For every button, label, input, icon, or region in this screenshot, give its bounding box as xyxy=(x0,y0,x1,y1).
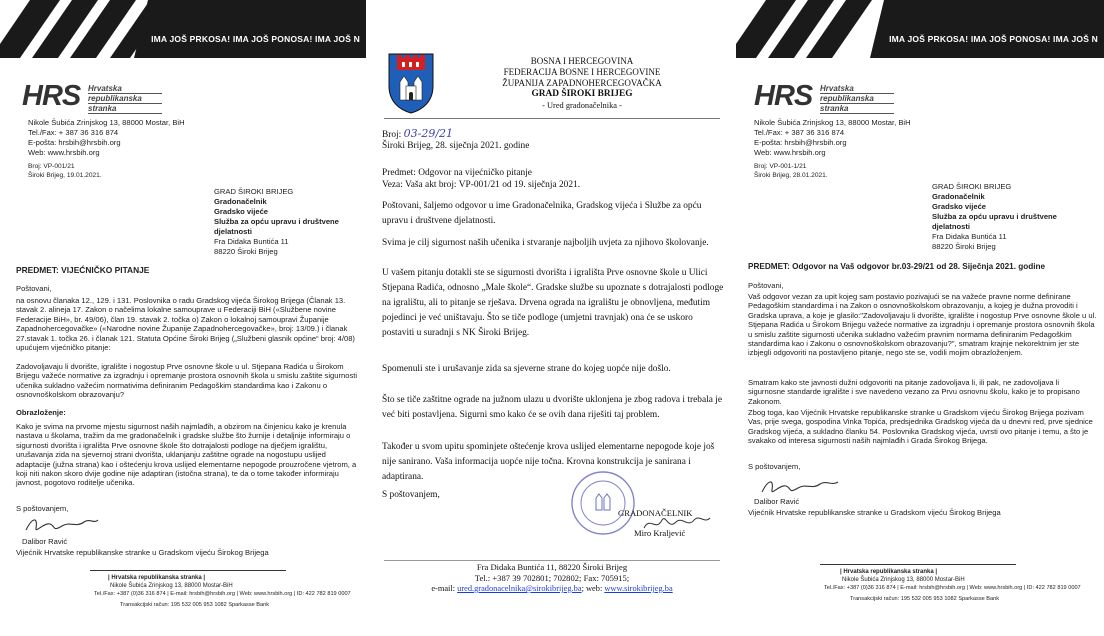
recipient-line: djelatnosti xyxy=(932,222,970,231)
recipient-line: Gradonačelnik xyxy=(214,197,267,206)
greeting: Poštovani, xyxy=(16,284,52,293)
footer-phone: Tel.: +387 39 702801; 702802; Fax: 705915; xyxy=(474,573,630,583)
footer-contacts: Tel./Fax: +387 (0)36 316 874 | E-mail: hrsbih@hrsbih.org | Web: www.hrsbih.org | ID: 422 782 819 0007 xyxy=(94,591,351,597)
header-city: GRAD ŠIROKI BRIJEG xyxy=(531,89,633,99)
recipient-line: djelatnosti xyxy=(214,227,252,236)
sender-web: Web: www.hrsbih.org xyxy=(754,148,826,157)
banner-slogan: IMA JOŠ PRKOSA! IMA JOŠ PONOSA! IMA JOŠ N xyxy=(151,34,360,44)
header-canton: ŽUPANIJA ZAPADNOHERCEGOVAČKA xyxy=(502,78,662,88)
header-office: - Ured gradonačelnika - xyxy=(542,101,622,110)
letter-hrs-question xyxy=(0,0,366,636)
letter-hrs-reply xyxy=(736,0,1104,636)
place-date: Široki Brijeg, 19.01.2021. xyxy=(28,172,102,179)
reference-number: Broj: VP-001-1/21 xyxy=(754,163,807,170)
logo-line: Hrvatska xyxy=(88,84,162,94)
city-coat-of-arms-icon xyxy=(386,52,436,114)
footer-divider xyxy=(90,570,286,571)
answer-paragraph: Spomenuli ste i urušavanje zida sa sjeverne strane do kojeg uopće nije došlo. xyxy=(382,364,671,374)
logo-initials: HRS xyxy=(22,80,81,112)
reply-paragraph: Zbog toga, kao Vijećnik Hrvatske republikanske stranke u Gradskom vijeću Širokog Brijega pozivam Vas, prije svega, gospodina Vinka Topića, predsjednika Gradskog vijeća da u dnevni red, prve sjednice Gradskog vijeća, a sukladno članku 54. Poslovnika Gradskog vijeća, uvrsti ovo pitanje i temu, a što je svakako od interesa sigurnosti naših najmlađih i Grada Širokog Brijega. xyxy=(748,408,1093,446)
recipient-line: Služba za opću upravu i društvene xyxy=(214,217,339,226)
hrs-banner xyxy=(0,0,366,58)
signer-name: Miro Kraljević xyxy=(634,528,686,538)
banner-stripes xyxy=(0,0,366,58)
hrs-logo xyxy=(754,80,934,114)
answer-paragraph: Poštovani, šaljemo odgovor u ime Gradonačelnika, Gradskog vijeća i Službe za opću upravu i društvene djelatnosti. xyxy=(382,201,702,226)
reference-link: Veza: Vaša akt broj: VP-001/21 od 19. siječnja 2021. xyxy=(382,180,581,190)
header-divider xyxy=(384,118,720,119)
answer-paragraph: U vašem pitanju dotakli ste se sigurnosti dvorišta i igrališta Prve osnovne škole u Ulici Stjepana Radića, odnosno „Male škole“. Gradske službe su upoznate s dotrajalosti podloge na igralištu, ali to pitanje se rješava. Drvena ograda na igralištu je obnovljena, međutim pojedinci je već uništavaju. Što se tiče podloge (umjetni travnjak) ona će se uskoro postaviti u suradnji s NK Široki Brijeg. xyxy=(382,268,724,338)
logo-line: republikanska xyxy=(88,94,162,104)
email-label: e-mail: xyxy=(431,584,456,593)
explanation-paragraph: Kako je svima na prvome mjestu sigurnost naših najmlađih, a obzirom na činjenicu kako je krenula nastava u školama, tražim da me gradonačelnik i gradske službe što žurnije i detaljnije informiraju o sigurnosti dvorišta i igrališta Prve osnovne škole što dotrajalosti podloge na dječjem igralištu, urušavanja zida na sjevernoj strani dvorišta, uklanjanju zaštitne ograde na nogostupu uslijed adaptacije (južna strana) kao i oštećenju krova uslijed elementarne nepogode prouzročene vjetrom, a koji niti nakon skoro dvije godine nije adaptiran (istočna strana), te da o tome također informiraju javnost, pogotovo roditelje učenika. xyxy=(16,422,357,488)
footer-address: Nikole Šubića Zrinjskog 13, 88000 Mostar-BiH xyxy=(842,577,965,583)
reply-paragraph: Smatram kako ste javnosti dužni odgovoriti na pitanje zadovoljava li, ili pak, ne zadovoljava li sigurnosne standarde igralište i sve navedeno vezano za Prvu osnovnu školu, kako je to propisano Zakonom. xyxy=(748,378,1080,406)
banner-slogan: IMA JOŠ PRKOSA! IMA JOŠ PONOSA! IMA JOŠ N xyxy=(889,34,1098,44)
signer-name: Dalibor Ravić xyxy=(22,537,68,546)
number-handwritten: 03-29/21 xyxy=(403,127,454,140)
signer-title: Vijećnik Hrvatske republikanske stranke u Gradskom vijeću Širokog Brijega xyxy=(16,548,269,557)
signer-title: GRADONAČELNIK xyxy=(618,508,693,518)
subject-heading: PREDMET: VIJEĆNIČKO PITANJE xyxy=(16,265,150,275)
recipient-line: Gradsko vijeće xyxy=(932,202,987,211)
recipient-line: 88220 Široki Brijeg xyxy=(932,242,996,251)
number-label: Broj: xyxy=(382,130,402,140)
footer-bank: Transakcijski račun: 195 532 005 953 1082 Sparkasse Bank xyxy=(120,602,270,608)
sender-street: Nikole Šubića Zrinjskog 13, 88000 Mostar, BiH xyxy=(28,118,185,127)
answer-paragraph: Svima je cilj sigurnost naših učenika i stvaranje najboljih uvjeta za njihovo školovanje. xyxy=(382,238,709,248)
recipient-line: Gradsko vijeće xyxy=(214,207,269,216)
email-link[interactable]: ured.gradonacelnika@sirokibrijeg.ba xyxy=(457,584,582,593)
greeting: Poštovani, xyxy=(748,281,784,290)
recipient-line: Služba za opću upravu i društvene xyxy=(932,212,1057,221)
sender-email: E-pošta: hrsbih@hrsbih.org xyxy=(754,138,847,147)
web-label: ; web: xyxy=(581,584,603,593)
recipient-line: GRAD ŠIROKI BRIJEG xyxy=(214,187,294,196)
footer-divider xyxy=(384,560,720,561)
banner-stripes xyxy=(736,0,1104,58)
sender-street: Nikole Šubića Zrinjskog 13, 88000 Mostar, BiH xyxy=(754,118,911,127)
place-date: Široki Brijeg, 28.01.2021. xyxy=(754,172,828,179)
footer-address: Fra Didaka Buntića 11, 88220 Široki Brijeg xyxy=(476,562,628,572)
sender-web: Web: www.hrsbih.org xyxy=(28,148,100,157)
footer-party: | Hrvatska republikanska stranka | xyxy=(840,569,938,575)
header-federation: FEDERACIJA BOSNE I HERCEGOVINE xyxy=(503,67,661,77)
logo-line: stranka xyxy=(88,104,162,114)
subject: Predmet: Odgovor na vijećničko pitanje xyxy=(382,168,532,178)
recipient-line: Fra Didaka Buntića 11 xyxy=(932,232,1007,241)
subject-heading: PREDMET: Odgovor na Vaš odgovor br.03-29/21 od 28. Siječnja 2021. godine xyxy=(748,262,1046,271)
header-country: BOSNA I HERCEGOVINA xyxy=(530,56,634,66)
answer-paragraph: Također u svom upitu spominjete oštećenje krova uslijed elementarne nepogode koje još nije sanirano. Vaša informacija uopće nije točna. Krovna konstrukcija je sanirana i adaptirana. xyxy=(382,442,715,482)
closing: S poštovanjem, xyxy=(748,462,801,471)
letter-city-answer xyxy=(372,0,732,636)
hrs-banner xyxy=(736,0,1104,58)
sender-telfax: Tel./Fax: + 387 36 316 874 xyxy=(754,128,845,137)
recipient-line: 88220 Široki Brijeg xyxy=(214,247,278,256)
logo-initials: HRS xyxy=(754,80,813,112)
footer-contacts xyxy=(372,584,732,593)
recipient-line: Gradonačelnik xyxy=(932,192,985,201)
footer-party: | Hrvatska republikanska stranka | xyxy=(108,575,206,581)
hrs-logo xyxy=(22,80,202,114)
reply-paragraph: Vaš odgovor vezan za upit kojeg sam postavio pozivajući se na važeće pravne norme definirane Pedagoškim standardima i na Zakon o osnovnoškolskom obrazovanju, a kojeg je dužna provoditi i Gradska uprava, a koje je glasilo:"Zadovoljavaju li dvorište, igralište i nogostup Prve osnovne škole u ul. Stjepana Radića u Širokom Brijegu važeće normative za izgradnju i opremanje prostora osnovnih škola u smislu zaštite sigurnosti učenika sukladno važećim pravnim normama definiranim Pedagoškim standardima kao i Zakonu o osnovnoškolskom obrazovanju?", smatram krajnje nekorektnim jer ste izbjegli odgovoriti na postavljeno pitanje, nego ste se, vodili mojim obrazloženjem. xyxy=(748,292,1097,358)
logo-line: Hrvatska xyxy=(820,84,894,94)
web-link[interactable]: www.sirokibrijeg.ba xyxy=(604,584,673,593)
signer-name: Dalibor Ravić xyxy=(754,497,800,506)
official-stamp-icon xyxy=(570,470,636,536)
recipient-line: GRAD ŠIROKI BRIJEG xyxy=(932,182,1012,191)
recipient-line: Fra Didaka Buntića 11 xyxy=(214,237,289,246)
closing: S poštovanjem, xyxy=(16,504,69,513)
footer-divider xyxy=(820,564,1016,565)
sender-email: E-pošta: hrsbih@hrsbih.org xyxy=(28,138,121,147)
legal-basis-paragraph: na osnovu članaka 12., 129. i 131. Poslovnika o radu Gradskog vijeća Širokog Brijega (Članak 13. stavak 2. alineja 17. Zakon o načelima lokalne samouprave u Federaciji BiH («Službene novine Federacije BiH», br. 49/06), član 19. stavak 2. točka o) Zakon o lokalnoj samoupravi Županije Zapadnohercegovačke» («Narodne novine Županije Zapadnohercegovačke», broj: 13/09.) i članak 27.stavak 1. točka 26. i članak 121. Statuta Općine Široki Brijeg („Službeni glasnik općine“ broj: 4/08) upućujem vijećničko pitanje: xyxy=(16,296,355,353)
handwritten-signature xyxy=(22,512,102,536)
closing: S poštovanjem, xyxy=(382,490,440,500)
logo-party-name xyxy=(88,84,162,114)
question-paragraph: Zadovoljavaju li dvorište, igralište i nogostup Prve osnovne škole u ul. Stjepana Radića u Širokom Brijegu važeće normative za izgradnju i opremanje prostora osnovnih škola u smislu zaštite sigurnosti učenika sukladno važećim normativima definiranim Pedagoškim standardima kao i Zakonu o osnovnoškolskom obrazovanju? xyxy=(16,362,358,400)
logo-party-name xyxy=(820,84,894,114)
sender-telfax: Tel./Fax: + 387 36 316 874 xyxy=(28,128,119,137)
logo-line: republikanska xyxy=(820,94,894,104)
answer-paragraph: Što se tiče zaštitne ograde na južnom ulazu u dvorište uklonjena je zbog radova i trebala je već biti postavljena. Sigurni smo kako će se ovih dana riješiti taj problem. xyxy=(382,395,722,420)
footer-address: Nikole Šubića Zrinjskog 13, 88000 Mostar-BiH xyxy=(110,583,233,589)
logo-line: stranka xyxy=(820,104,894,114)
explanation-heading: Obrazloženje: xyxy=(16,408,66,417)
handwritten-signature xyxy=(758,474,842,498)
signer-title: Vijećnik Hrvatske republikanske stranke u Gradskom vijeću Širokog Brijega xyxy=(748,508,1001,517)
reference-number: Broj: VP-001/21 xyxy=(28,163,75,170)
footer-contacts: Tel./Fax: +387 (0)36 316 874 | E-mail: hrsbih@hrsbih.org | Web: www.hrsbih.org | ID: 422 782 819 0007 xyxy=(824,585,1081,591)
footer-bank: Transakcijski račun: 195 532 005 953 1082 Sparkasse Bank xyxy=(850,596,1000,602)
document-date: Široki Brijeg, 28. siječnja 2021. godine xyxy=(382,141,530,151)
